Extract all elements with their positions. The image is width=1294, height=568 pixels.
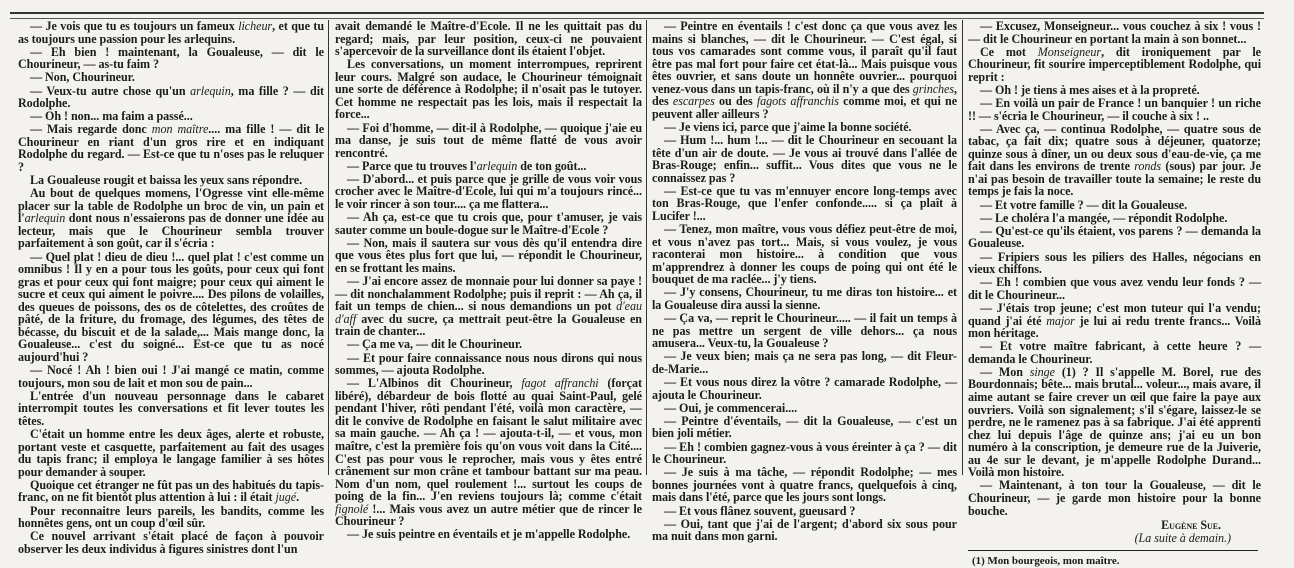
text-run: — Et votre famille ? — dit la Goualeuse. [980, 197, 1188, 212]
text-run: . [296, 490, 300, 505]
text-run: — Parce que tu trouves l' [347, 158, 477, 173]
italic-term: d'eau d'aff [335, 299, 642, 326]
text-run: — Et votre maître fabricant, à cette heure ? — demanda le Chourineur. [968, 339, 1261, 366]
text-run: — Mon [980, 364, 1030, 379]
paragraph [652, 286, 957, 311]
italic-term: arlequin [190, 83, 231, 98]
text-run: — Non, Chourineur. [30, 70, 135, 85]
text-run: — J'étais trop jeune; c'est mon tuteur qui l'a vendu; quand j'ai été [968, 300, 1261, 328]
paragraph [968, 340, 1261, 365]
text-run: — Ça va, — reprit le Chourineur..... — il fait un temps à ne pas mettre un sergent de ville dehors... ça nous amusera... Veux-tu, la Goualeuse ? [652, 311, 957, 351]
text-run: — J'ai encore assez de monnaie pour lui donner sa paye ! — dit nonchalamment Rodolphe; puis il reprit : — Ah ça, il fait un temps de chien... si nous demandions un pot [335, 274, 642, 314]
paragraph [18, 251, 324, 364]
text-run: — Eh ! combien gagnez-vous à vous éreinter à ça ? — dit le Chourineur. [652, 439, 957, 467]
text-run: (1) ? Il s'appelle M. Borel, rue des Bourdonnais; bête... mais brutal... voleur..., mais avare, il aime autant se faire crever un œil que faire la paye aux ouvriers. Voilà son signalement; s'il s'égare, laissez-le se perdre, ne le ramenez pas à sa fabrique. J'ai été apprenti chez lui depuis l'âge de quinze ans; j'ai eu un bon numéro à la conscription, je demeure rue de la Juiverie, au 4e sur le devant, je m'appelle Rodolphe Durand... Voilà mon histoire. [968, 364, 1261, 480]
text-run: — Oh ! non... ma faim a passé... [30, 109, 193, 124]
paragraph [335, 275, 642, 338]
paragraph [968, 479, 1261, 517]
footnote-rule [968, 550, 1258, 551]
paragraph [335, 20, 642, 58]
paragraph [335, 122, 642, 160]
text-run: — Eh bien ! maintenant, la Goualeuse, — dit le Chourineur, — as-tu faim ? [18, 44, 324, 72]
paragraph [968, 97, 1261, 122]
column-divider [646, 20, 647, 475]
paragraph [18, 85, 324, 110]
italic-term: escarpes [672, 94, 715, 109]
paragraph [652, 402, 957, 415]
paragraph [968, 251, 1261, 276]
text-run: !... Mais vous avez un autre métier que de rincer le Chourineur ? [335, 501, 642, 529]
italic-term: licheur [238, 19, 273, 33]
text-run: avait demandé le Maître-d'Ecole. Il ne les quittait pas du regard; mais, par leur position, ceux-ci ne pouvaient s'apercevoir de la surveillance dont ils étaient l'objet. [335, 19, 642, 59]
paragraph [652, 415, 957, 440]
column-2 [335, 20, 642, 542]
text-run: (sous) par jour. Je n'ai pas besoin de travailler toute la semaine; le reste du temps je fais la noce. [968, 159, 1261, 199]
paragraph [335, 173, 642, 211]
text-run: Ce nouvel arrivant s'était placé de façon à pouvoir observer les deux individus à figures sinistres dont l'un [18, 529, 324, 556]
paragraph [652, 518, 957, 543]
column-4-body [968, 20, 1261, 517]
text-run: L'entrée d'un nouveau personnage dans le cabaret interrompit toutes les conversations et fit lever toutes les têtes. [18, 388, 324, 428]
paragraph [335, 352, 642, 377]
text-run: — Hum !... hum !... — dit le Chourineur en secouant la tête d'un air de doute. — Je vous ai trouvé dans l'allée de Bras-Rouge; enfin... suffit... Vous dites que vous ne le connaissez pas ? [652, 133, 957, 185]
paragraph [968, 225, 1261, 250]
text-run: — Ça me va, — dit le Chourineur. [347, 337, 522, 352]
text-run: — Qu'est-ce qu'ils étaient, vos parens ? — demanda la Goualeuse. [968, 223, 1261, 251]
paragraph [18, 390, 324, 428]
paragraph [18, 530, 324, 555]
italic-term: grinches [912, 81, 955, 96]
text-run: — En voilà un pair de France ! un banquier ! un riche !! — s'écria le Chourineur, — il couche à six ! .. [968, 96, 1261, 123]
text-run: — Et vous nous direz la vôtre ? camarade Rodolphe, — ajouta le Chourineur. [652, 375, 957, 402]
text-run: — Peintre en éventails ! c'est donc ça que vous avez les mains si blanches, — dit le Chourineur. — C'est égal, si tous vos camarades sont comme vous, il paraît qu'il faut être pas mal fort pour faire cet état-là... Mais puisque vous êtes ouvrier, et sans doute un honnête ouvrier... pourquoi venez-vous dans un tapis-franc, où il n'y a que des [652, 19, 957, 96]
text-run: Les conversations, un moment interrompues, reprirent leur cours. Malgré son audace, le Chourineur témoignait une sorte de déférence à Rodolphe; il n'osait pas le tutoyer. Cet homme ne respectait pas les lois, mais il respectait la force... [335, 57, 642, 122]
text-run: — Oh ! je tiens à mes aises et à la propreté. [980, 82, 1200, 97]
paragraph [652, 185, 957, 223]
paragraph [652, 223, 957, 286]
paragraph [652, 466, 957, 504]
text-run: — Mais regarde donc [30, 122, 152, 137]
paragraph [968, 366, 1261, 479]
text-run: de ton goût... [517, 158, 587, 173]
paragraph [335, 377, 642, 528]
paragraph [652, 312, 957, 350]
italic-term: fignolé [335, 501, 369, 516]
text-run: comme moi, et qui ne peuvent aller ailleurs ? [652, 94, 958, 121]
paragraph [18, 187, 324, 250]
text-run: — Ah ça, est-ce que tu crois que, pour t'amuser, je vais sauter comme un boule-dogue sur le Maître-d'Ecole ? [335, 210, 642, 237]
text-run: — Oui, tant que j'ai de l'argent; d'abord six sous pour ma nuit dans mon garni. [652, 516, 957, 544]
paragraph [18, 428, 324, 478]
paragraph [335, 160, 642, 173]
column-3 [652, 20, 957, 543]
paragraph [18, 174, 324, 187]
paragraph [18, 71, 324, 84]
paragraph [18, 505, 324, 530]
author-signature: Eugène Sue. [1161, 518, 1221, 533]
paragraph [652, 350, 957, 375]
text-run: , ma fille ? — dit Rodolphe. [18, 83, 324, 111]
text-run: — Fripiers sous les piliers des Halles, négocians en vieux chiffons. [968, 249, 1261, 277]
column-1 [18, 20, 324, 556]
paragraph [968, 123, 1261, 198]
paragraph [18, 46, 324, 71]
text-run: , des [652, 81, 957, 109]
text-run: — Je veux bien; mais ça ne sera pas long, — dit Fleur-de-Marie... [652, 349, 957, 376]
text-run: — Eh ! combien que vous avez vendu leur fonds ? — dit le Chourineur... [968, 275, 1261, 302]
text-run: — Oui, je commencerai.... [664, 400, 798, 415]
column-4 [968, 20, 1261, 568]
paragraph [18, 123, 324, 173]
text-run: , dit ironiquement par le Chourineur, fit sourire imperceptiblement Rodolphe, qui reprit : [968, 44, 1261, 84]
text-run: — Foi d'homme, — dit-il à Rodolphe, — quoique j'aie eu ma danse, je suis tout de même flatté de vous avoir rencontré. [335, 120, 642, 160]
text-run: La Goualeuse rougit et baissa les yeux sans répondre. [30, 173, 303, 188]
text-run: — Excusez, Monseigneur... vous couchez à six ! vous ! — dit le Chourineur en portant la main à son bonnet... [968, 19, 1261, 46]
paragraph [652, 20, 957, 120]
text-run: Ce mot [980, 44, 1038, 59]
paragraph [18, 20, 324, 45]
text-run: — L'Albinos dit Chourineur, [347, 376, 522, 391]
italic-term: ronds [1134, 159, 1162, 174]
paragraph [968, 46, 1261, 84]
paragraph [652, 134, 957, 184]
text-run: — Quel plat ! dieu de dieu !... quel plat ! c'est comme un omnibus ! Il y en a pour tous les goûts, pour ceux qui font gras et pour ceux qui font maigre; pour ceux qui aiment le sucre et ceux qui aiment le poivre.... Des pilons de volailles, des queues de poissons, des os de côtelettes, des croûtes de pâté, de la friture, du fromage, des légumes, des têtes de bécasse, du biscuit et de la salade,... Mais mange donc, la Goualeuse... c'est du soigné... Est-ce que tu as nocé aujourd'hui ? [18, 249, 324, 364]
italic-term: mon maître [151, 122, 209, 137]
text-run: — Maintenant, à ton tour la Goualeuse, — dit le Chourineur, — je garde mon histoire pour la bonne bouche. [968, 478, 1261, 518]
italic-term: fagot affranchi [521, 376, 599, 391]
text-run: Au bout de quelques momens, l'Ogresse vint elle-même placer sur la table de Rodolphe un broc de vin, un pain et l' [18, 186, 324, 226]
text-run: — Je suis à ma tâche, — répondit Rodolphe; — mes bonnes journées vont à quatre francs, quelquefois à cinq, mais dans l'été, parce que les jours sont longs. [652, 465, 957, 505]
text-run: je lui ai redu trente francs... Voilà mon héritage. [968, 313, 1261, 341]
italic-term: arlequin [476, 158, 518, 173]
text-run: — J'y consens, Chourineur, tu me diras ton histoire... et la Goualeuse dira aussi la sienne. [652, 285, 957, 312]
text-run: — Veux-tu autre chose qu'un [30, 83, 191, 98]
text-run: ou des [714, 94, 757, 109]
paragraph [652, 441, 957, 466]
continued-note: (La suite à demain.) [1134, 530, 1231, 545]
paragraph [335, 338, 642, 351]
text-run: — Et pour faire connaissance nous nous dirons qui nous sommes, — ajouta Rodolphe. [335, 350, 642, 378]
text-run: — Je vois que tu es toujours un fameux [30, 19, 239, 33]
paragraph [335, 58, 642, 121]
header-rule [10, 12, 1264, 19]
text-run: — Non, mais il sautera sur vous dès qu'il entendra dire que vous êtes plus fort que lui, — répondit le Chourineur, en se frottant les mains. [335, 235, 642, 275]
text-run: — Tenez, mon maître, vous vous défiez peut-être de moi, et vous n'avez pas tort... Mais, si vous voulez, je vous raconterai mon histoire... à condition que vous m'apprendrez à donner les coups de poing qui ont été le bouquet de ma raclée... j'y tiens. [652, 222, 957, 287]
footnote: (1) Mon bourgeois, mon maître. [972, 555, 1120, 568]
paragraph [968, 212, 1261, 225]
paragraph [968, 276, 1261, 301]
italic-term: jugé [275, 490, 297, 505]
text-run: — Je viens ici, parce que j'aime la bonne société. [664, 119, 912, 134]
text-run: Pour reconnaitre leurs pareils, les bandits, comme les honnêtes gens, ont un coup d'œil sûr. [18, 503, 324, 531]
paragraph [335, 237, 642, 275]
text-run: , et que tu as toujours une passion pour les arlequins. [18, 19, 325, 46]
paragraph [968, 199, 1261, 212]
text-run: — Je suis peintre en éventails et je m'appelle Rodolphe. [347, 527, 631, 542]
text-run: C'était un homme entre les deux âges, alerte et robuste, portant veste et casquette, parfaitement au fait des usages du tapis franc; il employa le langage familier à ses hôtes pour demander à souper. [18, 427, 324, 479]
text-run: — Peintre d'éventails, — dit la Goualeuse, — c'est un bien joli métier. [652, 413, 957, 441]
paragraph [335, 211, 642, 236]
column-divider [328, 20, 329, 475]
paragraph [18, 110, 324, 123]
italic-term: major [1046, 313, 1075, 328]
paragraph [652, 376, 957, 401]
text-run: — D'abord... et puis parce que je grille de vous voir vous crocher avec le Maître-d'Ecole, lui qui m'a toujours rincé... le voir rincer à son tour.... ça me flattera... [335, 171, 642, 212]
paragraph [335, 528, 642, 541]
text-run: — Le choléra l'a mangée, — répondit Rodolphe. [980, 210, 1228, 225]
text-run: .... ma fille ! — dit le Chourineur en riant d'un gros rire et en indiquant Rodolphe du regard. — Est-ce que tu n'oses pas le reluquer ? [18, 122, 325, 174]
paragraph [968, 84, 1261, 97]
paragraph [968, 20, 1261, 45]
text-run: (forçat libéré), débardeur de bois flotté au quai Saint-Paul, gelé pendant l'hiver, rôti pendant l'été, voilà mon caractère, — dit le convive de Rodolphe en faisant le salut militaire avec sa main gauche. — Ah ça ! — ajouta-t-il, — et vous, mon maître, c'est la première fois qu'on vous voit dans la Cité.... C'est pas pour vous le reprocher, mais vous y êtes entré crânement sur mon crâne et tambour battant sur ma peau. Nom d'un nom, quel roulement !... surtout les coups de poing de la fin... J'en reviens toujours là; comme c'était [335, 376, 642, 504]
italic-term: arlequin [24, 211, 66, 226]
paragraph [652, 121, 957, 134]
text-run: Quoique cet étranger ne fût pas un des habitués du tapis-franc, on ne fit bientôt plus attention à lui : il était [18, 477, 324, 505]
italic-term: Monseigneur [1037, 44, 1102, 59]
text-run: avec du sucre, ça mettrait peut-être la Goualeuse en train de chanter... [335, 311, 642, 339]
paragraph [18, 364, 324, 389]
text-run: — Nocé ! Ah ! bien oui ! J'ai mangé ce matin, comme toujours, mon sou de lait et mon sou de pain... [18, 363, 324, 390]
text-run: — Est-ce que tu vas m'ennuyer encore long-temps avec ton Bras-Rouge, que l'enfer confonde..... si ça plaît à Lucifer !... [652, 183, 957, 223]
italic-term: singe [1029, 364, 1055, 379]
italic-term: fagots affranchis [756, 94, 839, 109]
paragraph [652, 505, 957, 518]
column-divider [962, 20, 963, 475]
paragraph [968, 302, 1261, 340]
text-run: — Avec ça, — continua Rodolphe, — quatre sous de tabac, ça fait dix; quatre sous à déjeuner, quatorze; quinze sous à dîner, un ou deux sous d'eau-de-vie, ça me fait dans les environs de trente [968, 121, 1261, 174]
text-run: — Et vous flânez souvent, gueusard ? [664, 503, 856, 518]
text-run: dont nous n'essaierons pas de donner une idée au lecteur, mais que le Chourineur sembla trouver parfaitement à son goût, car il s'écria : [18, 211, 324, 251]
